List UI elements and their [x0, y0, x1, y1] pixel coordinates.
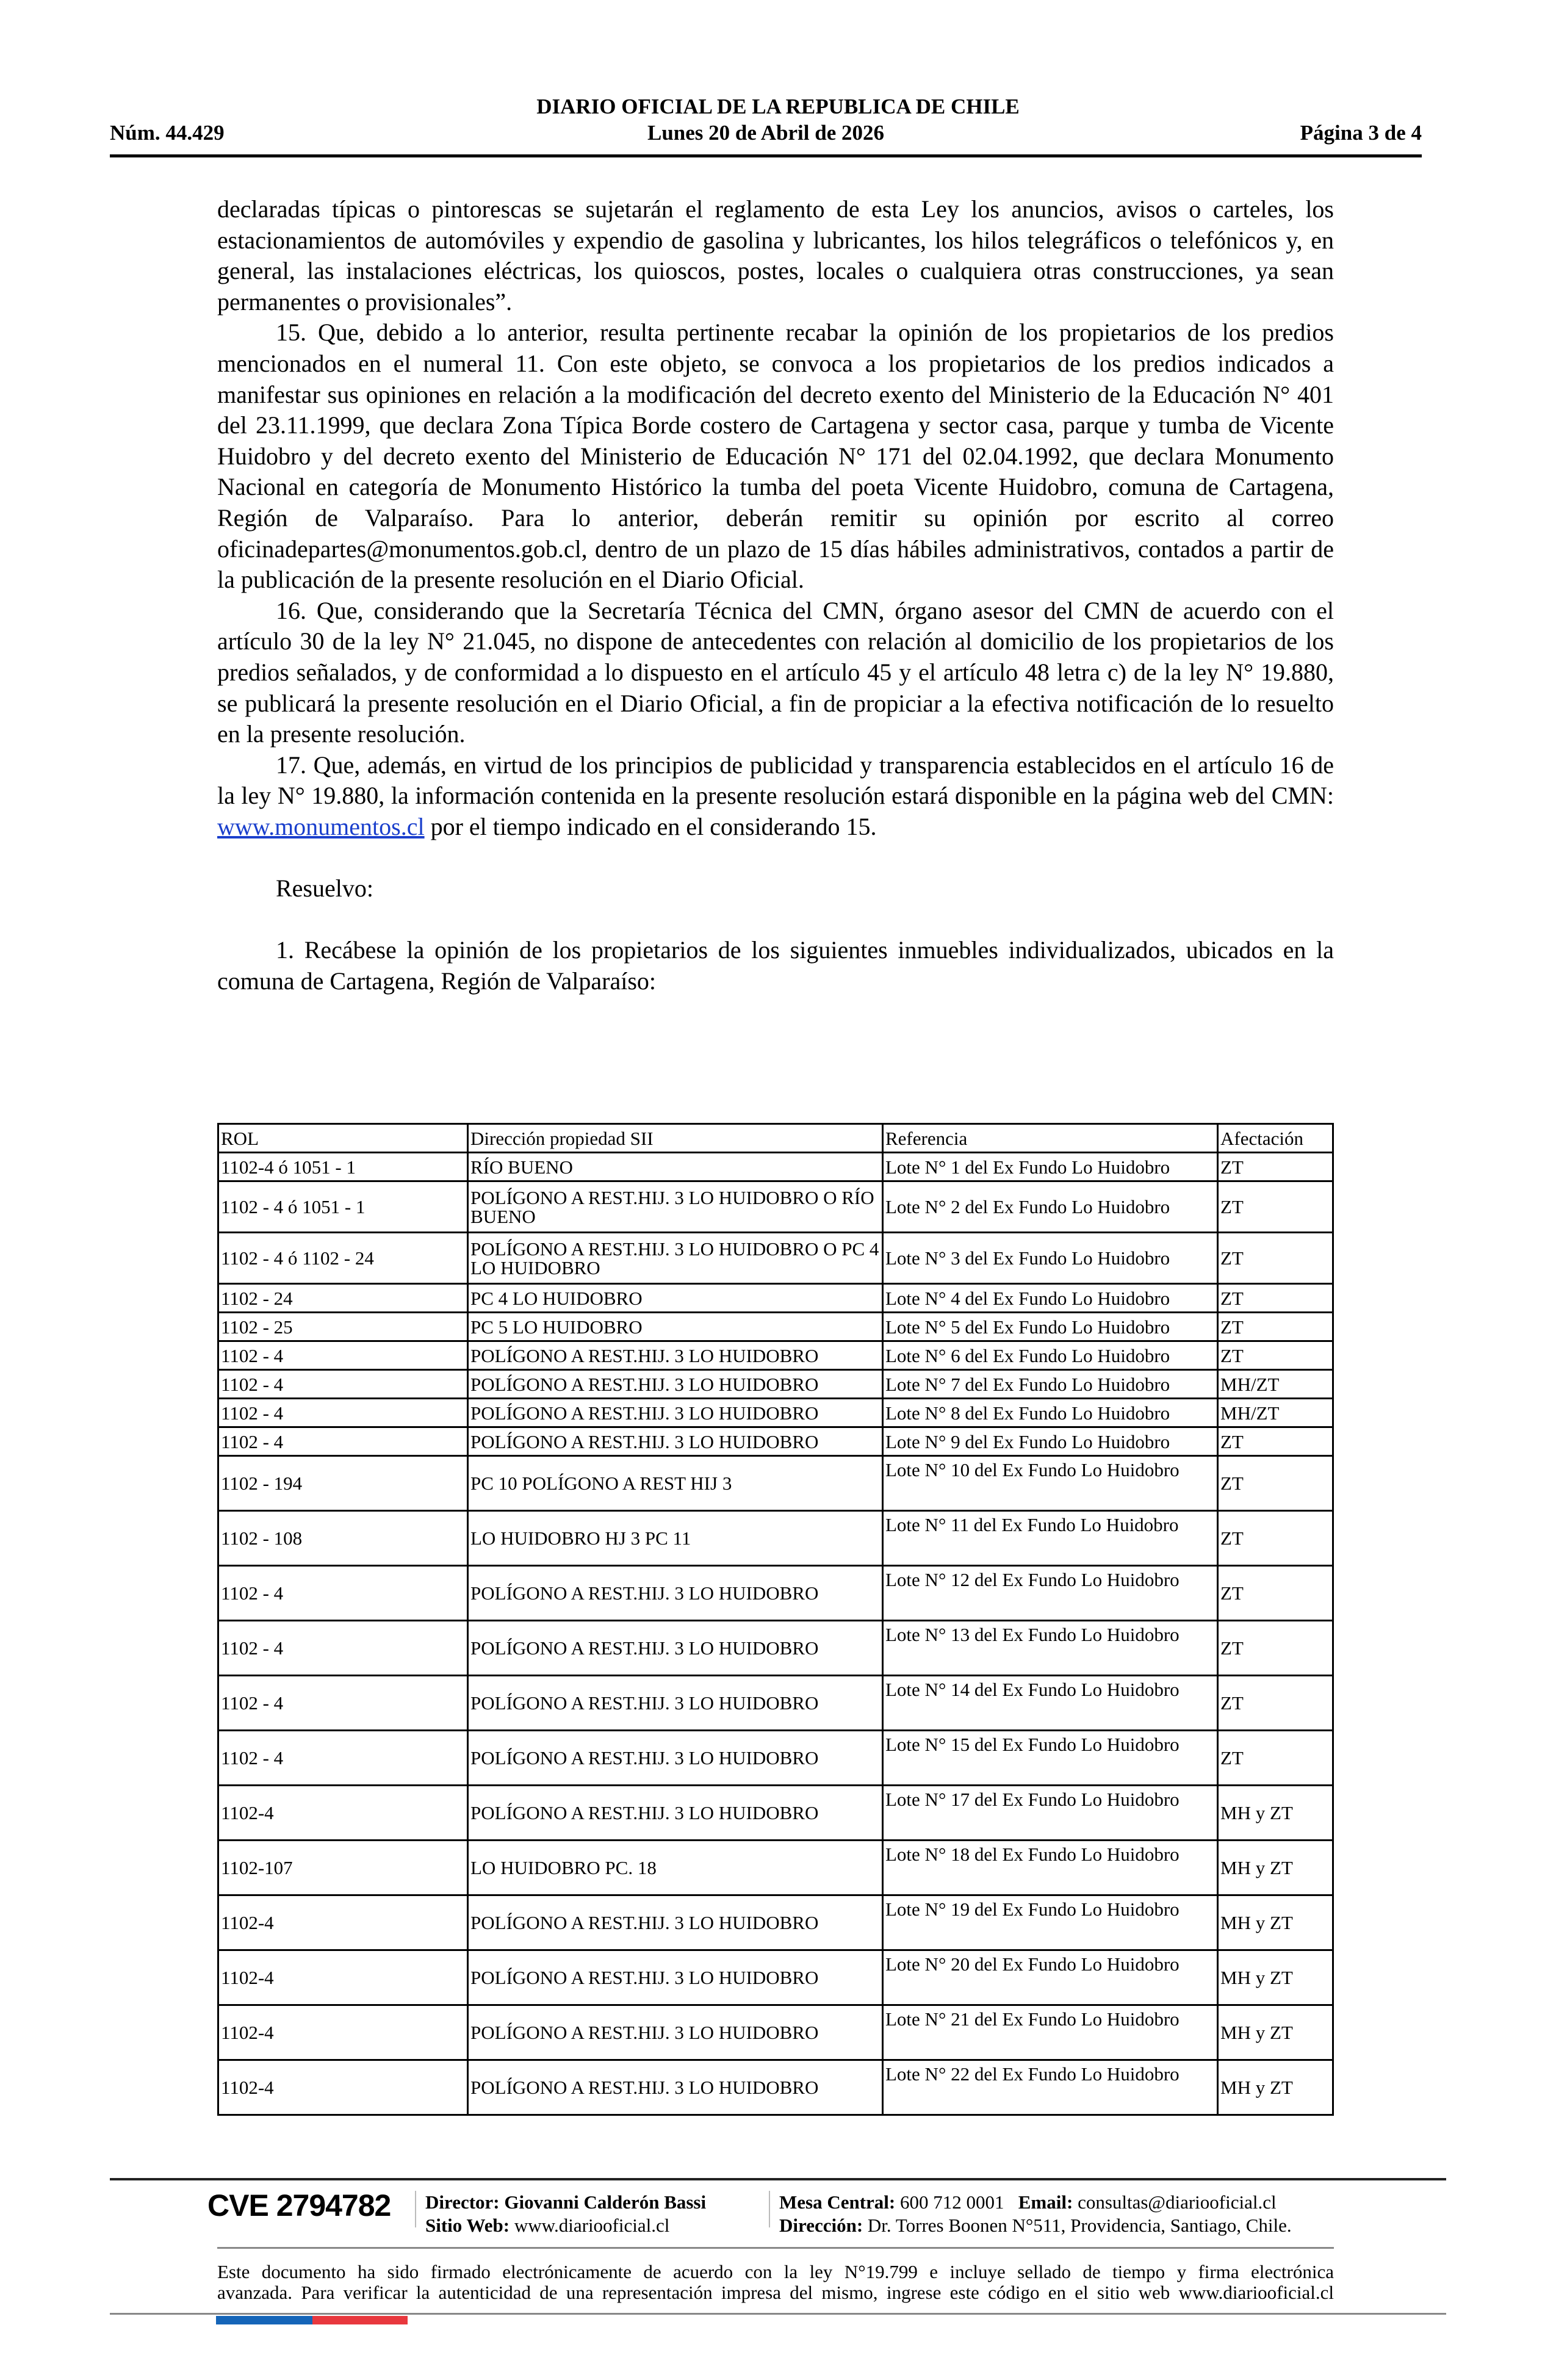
cell-afectacion: MH/ZT: [1218, 1399, 1333, 1427]
cell-rol: 1102 - 4: [218, 1341, 468, 1370]
cell-referencia: Lote N° 19 del Ex Fundo Lo Huidobro: [883, 1895, 1218, 1950]
email[interactable]: consultas@diariooficial.cl: [1073, 2191, 1277, 2213]
cell-referencia: Lote N° 15 del Ex Fundo Lo Huidobro: [883, 1731, 1218, 1786]
footer-inner-rule: [217, 2247, 1334, 2249]
cell-afectacion: ZT: [1218, 1313, 1333, 1341]
table-row: [218, 1427, 1333, 1456]
cell-referencia: Lote N° 10 del Ex Fundo Lo Huidobro: [883, 1456, 1218, 1511]
cell-referencia: Lote N° 13 del Ex Fundo Lo Huidobro: [883, 1621, 1218, 1676]
address: Dr. Torres Boonen N°511, Providencia, Santiago, Chile.: [863, 2215, 1292, 2236]
cell-direccion: LO HUIDOBRO PC. 18: [468, 1841, 883, 1895]
footer-divider: [415, 2191, 416, 2227]
cell-afectacion: ZT: [1218, 1511, 1333, 1566]
paragraph-17-tail: por el tiempo indicado en el considerando 15.: [424, 812, 877, 840]
cell-referencia: Lote N° 11 del Ex Fundo Lo Huidobro: [883, 1511, 1218, 1566]
cell-referencia: Lote N° 12 del Ex Fundo Lo Huidobro: [883, 1566, 1218, 1621]
cell-afectacion: MH y ZT: [1218, 1895, 1333, 1950]
paragraph-17-text: 17. Que, además, en virtud de los principios de publicidad y transparencia establecidos en el artículo 16 de la ley N° 19.880, la información contenida en la presente resolución estará disponible en la página web del CMN:: [217, 751, 1334, 810]
table-row: [218, 2060, 1333, 2115]
director-label: Director:: [425, 2191, 500, 2213]
cell-direccion: POLÍGONO A REST.HIJ. 3 LO HUIDOBRO: [468, 1731, 883, 1786]
footer-rule: [110, 2178, 1446, 2180]
cell-referencia: Lote N° 6 del Ex Fundo Lo Huidobro: [883, 1341, 1218, 1370]
cell-rol: 1102 - 4 ó 1102 - 24: [218, 1233, 468, 1284]
cell-afectacion: ZT: [1218, 1566, 1333, 1621]
cell-rol: 1102 - 4: [218, 1731, 468, 1786]
cell-direccion: POLÍGONO A REST.HIJ. 3 LO HUIDOBRO: [468, 1786, 883, 1841]
cell-afectacion: ZT: [1218, 1427, 1333, 1456]
cell-referencia: Lote N° 7 del Ex Fundo Lo Huidobro: [883, 1370, 1218, 1399]
col-header-afectacion: Afectación: [1218, 1124, 1333, 1153]
cell-afectacion: ZT: [1218, 1153, 1333, 1181]
disclaimer-line-1: Este documento ha sido firmado electrónicamente de acuerdo con la ley N°19.799 e incluye sellado de tiempo y firma electrónica: [217, 2261, 1334, 2282]
footer-divider: [769, 2191, 770, 2227]
cell-direccion: POLÍGONO A REST.HIJ. 3 LO HUIDOBRO: [468, 1621, 883, 1676]
email-label: Email:: [1018, 2191, 1073, 2213]
table-row: [218, 1341, 1333, 1370]
cell-afectacion: MH/ZT: [1218, 1370, 1333, 1399]
cell-direccion: POLÍGONO A REST.HIJ. 3 LO HUIDOBRO: [468, 2005, 883, 2060]
footer-contact-block: [779, 2191, 1292, 2237]
paragraph-continued: declaradas típicas o pintorescas se sujetarán el reglamento de esta Ley los anuncios, avisos o carteles, los estacionamientos de automóviles y expendio de gasolina y lubricantes, los hilos telegráficos o telefónicos y, en general, las instalaciones eléctricas, los quioscos, postes, locales o cualquiera otras construcciones, ya sean permanentes o provisionales”.: [217, 195, 1334, 316]
paragraph-16: 16. Que, considerando que la Secretaría Técnica del CMN, órgano asesor del CMN de acuerdo con el artículo 30 de la ley N° 21.045, no dispone de antecedentes con relación al domicilio de los propietarios de los predios señalados, y de conformidad a lo dispuesto en el artículo 45 y el artículo 48 letra c) de la ley N° 19.880, se publicará la presente resolución en el Diario Oficial, a fin de propiciar a la efectiva notificación de lo resuelto en la presente resolución.: [217, 596, 1334, 748]
table-row: [218, 1621, 1333, 1676]
table-row: [218, 1895, 1333, 1950]
cell-direccion: LO HUIDOBRO HJ 3 PC 11: [468, 1511, 883, 1566]
table-row: [218, 1181, 1333, 1233]
cell-direccion: POLÍGONO A REST.HIJ. 3 LO HUIDOBRO: [468, 1676, 883, 1731]
table-row: [218, 1786, 1333, 1841]
page-indicator: Página 3 de 4: [1300, 121, 1422, 145]
flag-red-bar: [312, 2316, 408, 2324]
cell-rol: 1102 - 194: [218, 1456, 468, 1511]
table-row: [218, 1950, 1333, 2005]
table-row: [218, 1313, 1333, 1341]
cell-rol: 1102 - 4: [218, 1621, 468, 1676]
cell-afectacion: ZT: [1218, 1341, 1333, 1370]
cell-direccion: POLÍGONO A REST.HIJ. 3 LO HUIDOBRO O RÍO BUENO: [468, 1181, 883, 1233]
cell-direccion: POLÍGONO A REST.HIJ. 3 LO HUIDOBRO: [468, 1341, 883, 1370]
paragraph-17: [217, 750, 1334, 843]
issue-number: Núm. 44.429: [110, 121, 225, 145]
cell-afectacion: ZT: [1218, 1621, 1333, 1676]
paragraph-15: 15. Que, debido a lo anterior, resulta pertinente recabar la opinión de los propietarios de los predios mencionados en el numeral 11. Con este objeto, se convoca a los propietarios de los predios indicados a manifestar sus opiniones en relación a la modificación del decreto exento del Ministerio de la Educación N° 401 del 23.11.1999, que declara Zona Típica Borde costero de Cartagena y sector casa, parque y tumba de Vicente Huidobro y del decreto exento del Ministerio de Educación N° 171 del 02.04.1992, que declara Monumento Nacional en categoría de Monumento Histórico la tumba del poeta Vicente Huidobro, comuna de Cartagena, Región de Valparaíso. Para lo anterior, deberán remitir su opinión por escrito al correo oficinadepartes@monumentos.gob.cl, dentro de un plazo de 15 días hábiles administrativos, contados a partir de la publicación de la presente resolución en el Diario Oficial.: [217, 319, 1334, 594]
table-row: [218, 1511, 1333, 1566]
cell-afectacion: ZT: [1218, 1284, 1333, 1313]
table-row: [218, 1153, 1333, 1181]
cell-rol: 1102-4: [218, 2005, 468, 2060]
cell-rol: 1102 - 25: [218, 1313, 468, 1341]
cell-rol: 1102 - 4: [218, 1370, 468, 1399]
cell-referencia: Lote N° 5 del Ex Fundo Lo Huidobro: [883, 1313, 1218, 1341]
cell-rol: 1102 - 4: [218, 1399, 468, 1427]
cell-direccion: POLÍGONO A REST.HIJ. 3 LO HUIDOBRO: [468, 1399, 883, 1427]
web-label: Sitio Web:: [425, 2215, 510, 2236]
mesa-phone: 600 712 0001: [895, 2191, 1004, 2213]
cell-afectacion: MH y ZT: [1218, 2060, 1333, 2115]
cell-afectacion: MH y ZT: [1218, 1950, 1333, 2005]
cell-direccion: POLÍGONO A REST.HIJ. 3 LO HUIDOBRO O PC 4 LO HUIDOBRO: [468, 1233, 883, 1284]
monumentos-link[interactable]: www.monumentos.cl: [217, 812, 425, 840]
cell-referencia: Lote N° 22 del Ex Fundo Lo Huidobro: [883, 2060, 1218, 2115]
cell-rol: 1102-4 ó 1051 - 1: [218, 1153, 468, 1181]
disclaimer: [217, 2262, 1334, 2303]
cell-afectacion: MH y ZT: [1218, 1786, 1333, 1841]
table-row: [218, 1233, 1333, 1284]
cell-direccion: POLÍGONO A REST.HIJ. 3 LO HUIDOBRO: [468, 2060, 883, 2115]
cell-afectacion: MH y ZT: [1218, 1841, 1333, 1895]
header-rule: [110, 154, 1422, 157]
cell-rol: 1102 - 108: [218, 1511, 468, 1566]
cell-rol: 1102-4: [218, 1895, 468, 1950]
cell-direccion: RÍO BUENO: [468, 1153, 883, 1181]
cell-rol: 1102 - 24: [218, 1284, 468, 1313]
cell-rol: 1102 - 4: [218, 1566, 468, 1621]
cell-referencia: Lote N° 3 del Ex Fundo Lo Huidobro: [883, 1233, 1218, 1284]
cell-direccion: POLÍGONO A REST.HIJ. 3 LO HUIDOBRO: [468, 1370, 883, 1399]
issue-date: Lunes 20 de Abril de 2026: [647, 121, 884, 145]
cell-referencia: Lote N° 17 del Ex Fundo Lo Huidobro: [883, 1786, 1218, 1841]
cell-afectacion: ZT: [1218, 1676, 1333, 1731]
cell-rol: 1102-107: [218, 1841, 468, 1895]
cell-afectacion: MH y ZT: [1218, 2005, 1333, 2060]
table-row: [218, 1566, 1333, 1621]
table-row: [218, 2005, 1333, 2060]
col-header-referencia: Referencia: [883, 1124, 1218, 1153]
flag-blue-bar: [216, 2316, 312, 2324]
table-row: [218, 1456, 1333, 1511]
newspaper-title: DIARIO OFICIAL DE LA REPUBLICA DE CHILE: [536, 95, 1020, 118]
document-body: [217, 194, 1334, 997]
cell-rol: 1102 - 4 ó 1051 - 1: [218, 1181, 468, 1233]
table-row: [218, 1841, 1333, 1895]
cell-referencia: Lote N° 14 del Ex Fundo Lo Huidobro: [883, 1676, 1218, 1731]
disclaimer-line-2: avanzada. Para verificar la autenticidad de una representación impresa del mismo, ingrese este código en el sitio web www.diariooficial.cl: [217, 2282, 1334, 2303]
cell-afectacion: ZT: [1218, 1181, 1333, 1233]
mesa-label: Mesa Central:: [779, 2191, 896, 2213]
cell-rol: 1102-4: [218, 2060, 468, 2115]
cell-referencia: Lote N° 9 del Ex Fundo Lo Huidobro: [883, 1427, 1218, 1456]
cell-afectacion: ZT: [1218, 1456, 1333, 1511]
cell-afectacion: ZT: [1218, 1731, 1333, 1786]
table-row: [218, 1399, 1333, 1427]
col-header-rol: ROL: [218, 1124, 468, 1153]
cell-direccion: PC 5 LO HUIDOBRO: [468, 1313, 883, 1341]
cell-rol: 1102-4: [218, 1950, 468, 2005]
cell-referencia: Lote N° 18 del Ex Fundo Lo Huidobro: [883, 1841, 1218, 1895]
cell-referencia: Lote N° 20 del Ex Fundo Lo Huidobro: [883, 1950, 1218, 2005]
resuelvo-heading: Resuelvo:: [276, 874, 373, 903]
cve-code: CVE 2794782: [207, 2188, 391, 2223]
table-row: [218, 1284, 1333, 1313]
cell-direccion: POLÍGONO A REST.HIJ. 3 LO HUIDOBRO: [468, 1950, 883, 2005]
address-label: Dirección:: [779, 2215, 863, 2236]
cell-referencia: Lote N° 21 del Ex Fundo Lo Huidobro: [883, 2005, 1218, 2060]
cell-direccion: POLÍGONO A REST.HIJ. 3 LO HUIDOBRO: [468, 1566, 883, 1621]
table-row: [218, 1370, 1333, 1399]
cell-rol: 1102 - 4: [218, 1427, 468, 1456]
cell-referencia: Lote N° 8 del Ex Fundo Lo Huidobro: [883, 1399, 1218, 1427]
table-row: [218, 1676, 1333, 1731]
cell-direccion: PC 10 POLÍGONO A REST HIJ 3: [468, 1456, 883, 1511]
cell-referencia: Lote N° 2 del Ex Fundo Lo Huidobro: [883, 1181, 1218, 1233]
cell-direccion: PC 4 LO HUIDOBRO: [468, 1284, 883, 1313]
table-header-row: [218, 1124, 1333, 1153]
cell-afectacion: ZT: [1218, 1233, 1333, 1284]
resolution-1: 1. Recábese la opinión de los propietarios de los siguientes inmuebles individualizados, ubicados en la comuna de Cartagena, Región de Valparaíso:: [217, 936, 1334, 995]
table-row: [218, 1731, 1333, 1786]
director-name: Giovanni Calderón Bassi: [499, 2191, 707, 2213]
website[interactable]: www.diariooficial.cl: [510, 2215, 670, 2236]
footer-director-block: [425, 2191, 706, 2237]
cell-direccion: POLÍGONO A REST.HIJ. 3 LO HUIDOBRO: [468, 1895, 883, 1950]
cell-referencia: Lote N° 1 del Ex Fundo Lo Huidobro: [883, 1153, 1218, 1181]
col-header-direccion: Dirección propiedad SII: [468, 1124, 883, 1153]
bottom-rule: [110, 2313, 1446, 2315]
cell-referencia: Lote N° 4 del Ex Fundo Lo Huidobro: [883, 1284, 1218, 1313]
cell-rol: 1102 - 4: [218, 1676, 468, 1731]
cell-direccion: POLÍGONO A REST.HIJ. 3 LO HUIDOBRO: [468, 1427, 883, 1456]
cell-rol: 1102-4: [218, 1786, 468, 1841]
properties-table: [217, 1123, 1334, 2116]
